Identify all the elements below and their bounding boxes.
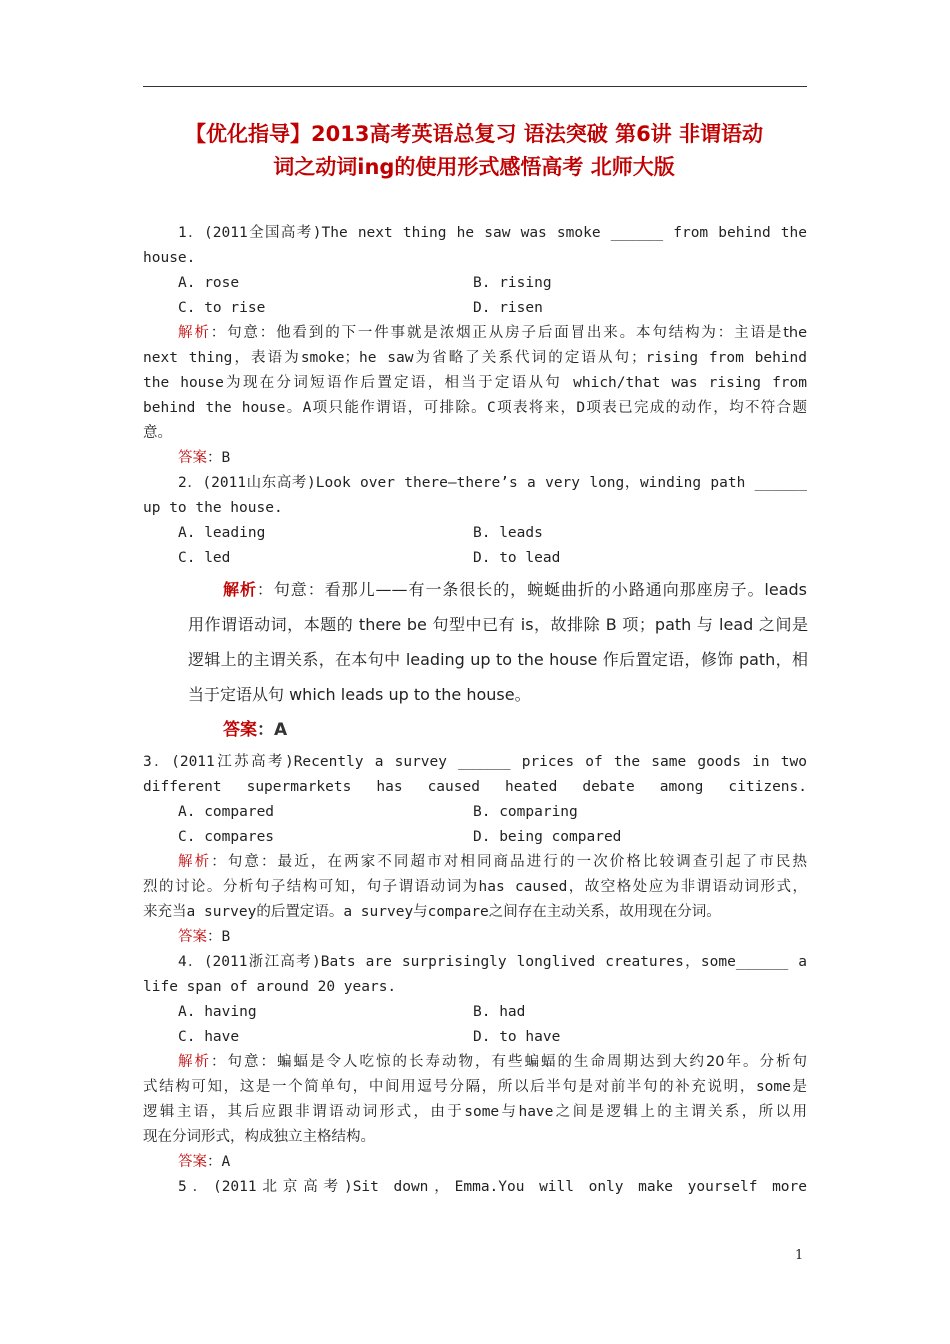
question-5-stem: 5．(2011北京高考)Sit down，Emma.You will only make yourself more xyxy=(178,1179,807,1195)
answer-value: ：B xyxy=(207,450,231,466)
question-1-analysis-line: the house为现在分词短语作后置定语，相当于定语从句 which/that was rising from xyxy=(143,375,807,391)
option-c: C. compares xyxy=(178,829,275,845)
question-2-analysis-line: 用作谓语动词，本题的 there be 句型中已有 is，故排除 B 项；path 与 lead 之间是 xyxy=(188,615,808,634)
analysis-label: 解析 xyxy=(178,1054,212,1070)
title-line-2: 词之动词ing的使用形式感悟高考 北师大版 xyxy=(273,155,675,179)
document-title xyxy=(140,118,808,184)
question-3-stem: 3．(2011江苏高考)Recently a survey ______ prices of the same goods in two xyxy=(143,754,807,770)
question-4-stem: 4．(2011浙江高考)Bats are surprisingly longlived creatures，some______ a xyxy=(178,954,807,970)
answer-label: 答案 xyxy=(223,720,257,740)
answer-label: 答案 xyxy=(178,929,207,945)
question-1-analysis-line: behind the house。A项只能作谓语，可排除。C项表将来，D项表已完成的动作，均不符合题 xyxy=(143,400,807,416)
question-2-stem-cont: up to the house. xyxy=(143,500,283,516)
question-2-options-row-2 xyxy=(143,546,807,571)
question-3-answer xyxy=(143,925,807,950)
page-number: 1 xyxy=(795,1248,804,1263)
answer-value: ：A xyxy=(207,1154,231,1170)
question-1-stem: 1．(2011全国高考)The next thing he saw was smoke ______ from behind the xyxy=(178,225,807,241)
option-d: D. to have xyxy=(473,1029,561,1045)
option-d: D. being compared xyxy=(473,829,622,845)
option-d: D. to lead xyxy=(473,550,561,566)
option-c: C. to rise xyxy=(178,300,266,316)
question-3-options-row-1 xyxy=(143,800,807,825)
question-1-answer xyxy=(143,446,807,471)
analysis-label: 解析 xyxy=(223,580,257,599)
option-b: B. comparing xyxy=(473,804,578,820)
answer-label: 答案 xyxy=(178,450,207,466)
analysis-label: 解析 xyxy=(178,325,211,341)
answer-value: ：B xyxy=(207,929,231,945)
header-rule xyxy=(143,86,807,87)
option-a: A. having xyxy=(178,1004,257,1020)
option-c: C. have xyxy=(178,1029,240,1045)
answer-label: 答案 xyxy=(178,1154,207,1170)
title-line-1: 【优化指导】2013高考英语总复习 语法突破 第6讲 非谓语动 xyxy=(185,122,763,146)
question-1-options-row-1 xyxy=(143,271,807,296)
question-4-analysis-line: 逻辑主语，其后应跟非谓语动词形式，由于some与have之间是逻辑上的主谓关系，所以用 xyxy=(143,1104,807,1120)
question-3-analysis-line: 烈的讨论。分析句子结构可知，句子谓语动词为has caused，故空格处应为非谓语动词形式， xyxy=(143,879,807,895)
question-1-analysis-line: next thing，表语为smoke；he saw为省略了关系代词的定语从句；rising from behind xyxy=(143,350,807,366)
question-1-stem-cont: house. xyxy=(143,250,196,266)
question-1-analysis-line: 意。 xyxy=(143,425,172,441)
question-4-answer xyxy=(143,1150,807,1175)
option-b: B. rising xyxy=(473,275,552,291)
question-4-stem-cont: life span of around 20 years. xyxy=(143,979,397,995)
analysis-label: 解析 xyxy=(178,854,212,870)
question-3-analysis-line: 来充当a survey的后置定语。a survey与compare之间存在主动关系，故用现在分词。 xyxy=(143,904,721,920)
question-3-options-row-2 xyxy=(143,825,807,850)
question-2-options-row-1 xyxy=(143,521,807,546)
question-2-analysis-line: 解析：句意：看那儿——有一条很长的，蜿蜒曲折的小路通向那座房子。leads xyxy=(223,580,807,599)
option-a: A. compared xyxy=(178,804,275,820)
option-d: D. risen xyxy=(473,300,543,316)
option-a: A. rose xyxy=(178,275,240,291)
option-b: B. had xyxy=(473,1004,526,1020)
option-a: A. leading xyxy=(178,525,266,541)
answer-value: ：A xyxy=(257,720,288,740)
question-2-answer xyxy=(223,713,843,747)
question-1-analysis-line: 解析：句意：他看到的下一件事就是浓烟正从房子后面冒出来。本句结构为：主语是the xyxy=(178,325,808,341)
question-1-options-row-2 xyxy=(143,296,807,321)
option-c: C. led xyxy=(178,550,231,566)
question-2-analysis-line: 逻辑上的主谓关系，在本句中 leading up to the house 作后置定语，修饰 path，相 xyxy=(188,650,808,669)
question-4-analysis-line: 现在分词形式，构成独立主格结构。 xyxy=(143,1129,375,1145)
option-b: B. leads xyxy=(473,525,543,541)
question-2-stem: 2．(2011山东高考)Look over there—there’s a very long，winding path ______ xyxy=(178,475,807,491)
question-4-analysis-line: 式结构可知，这是一个简单句，中间用逗号分隔，所以后半句是对前半句的补充说明，some是 xyxy=(143,1079,807,1095)
question-3-stem-cont: different supermarkets has caused heated debate among citizens. xyxy=(143,779,807,795)
question-4-options-row-2 xyxy=(143,1025,807,1050)
question-4-options-row-1 xyxy=(143,1000,807,1025)
question-4-analysis-line: 解析：句意：蝙蝠是令人吃惊的长寿动物，有些蝙蝠的生命周期达到大约20年。分析句 xyxy=(178,1054,808,1070)
question-3-analysis-line: 解析：句意：最近，在两家不同超市对相同商品进行的一次价格比较调查引起了市民热 xyxy=(178,854,807,870)
question-2-analysis-line: 当于定语从句 which leads up to the house。 xyxy=(188,685,531,704)
